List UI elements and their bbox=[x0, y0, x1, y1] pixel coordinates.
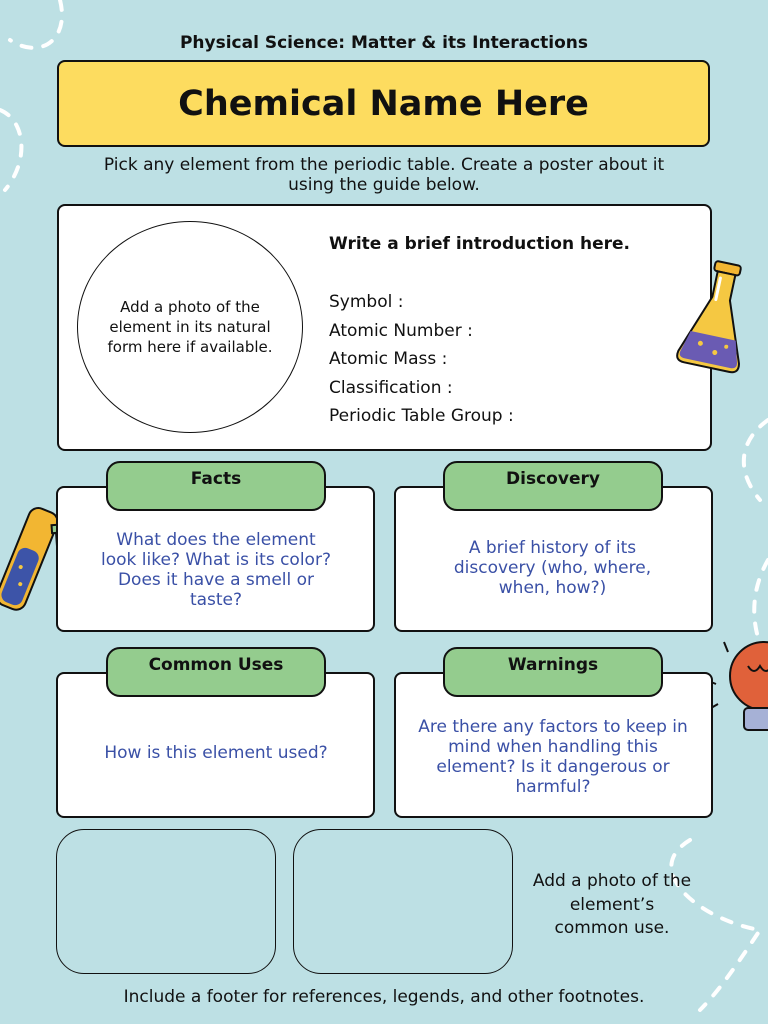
facts-title: Facts bbox=[190, 469, 242, 489]
atomic-mass-field: Atomic Mass : bbox=[329, 349, 448, 370]
common-uses-prompt: How is this element used? bbox=[104, 743, 328, 763]
element-photo-placeholder bbox=[77, 221, 303, 433]
photo-placeholder-text: Add a photo of the element in its natural form here if available. bbox=[107, 298, 273, 356]
common-uses-title: Common Uses bbox=[148, 655, 284, 675]
use-photo-placeholder-2 bbox=[293, 829, 513, 974]
title-text: Chemical Name Here bbox=[178, 83, 589, 124]
periodic-group-field: Periodic Table Group : bbox=[329, 406, 514, 427]
warnings-tab bbox=[443, 647, 663, 697]
facts-prompt: What does the element look like? What is its color? Does it have a smell or taste? bbox=[101, 530, 331, 610]
use-photo-note: Add a photo of the element’s common use. bbox=[532, 871, 692, 938]
warnings-prompt: Are there any factors to keep in mind when handling this element? Is it dangerous or harmful? bbox=[418, 717, 688, 797]
discovery-prompt: A brief history of its discovery (who, where, when, how?) bbox=[453, 538, 652, 598]
poster-subtitle: Physical Science: Matter & its Interactions bbox=[179, 33, 589, 53]
discovery-tab bbox=[443, 461, 663, 511]
facts-tab bbox=[106, 461, 326, 511]
warnings-title: Warnings bbox=[507, 655, 599, 675]
common-uses-tab bbox=[106, 647, 326, 697]
discovery-title: Discovery bbox=[506, 469, 600, 489]
chemical-name-title bbox=[57, 60, 710, 147]
use-photo-placeholder-1 bbox=[56, 829, 276, 974]
element-properties-list bbox=[329, 288, 514, 431]
atomic-number-field: Atomic Number : bbox=[329, 320, 473, 341]
instructions-text: Pick any element from the periodic table. Create a poster about it using the guide below. bbox=[103, 155, 665, 195]
classification-field: Classification : bbox=[329, 377, 453, 398]
symbol-field: Symbol : bbox=[329, 292, 404, 312]
intro-heading: Write a brief introduction here. bbox=[329, 234, 630, 254]
footer-note: Include a footer for references, legends, and other footnotes. bbox=[123, 987, 645, 1007]
flask-icon bbox=[676, 258, 756, 378]
